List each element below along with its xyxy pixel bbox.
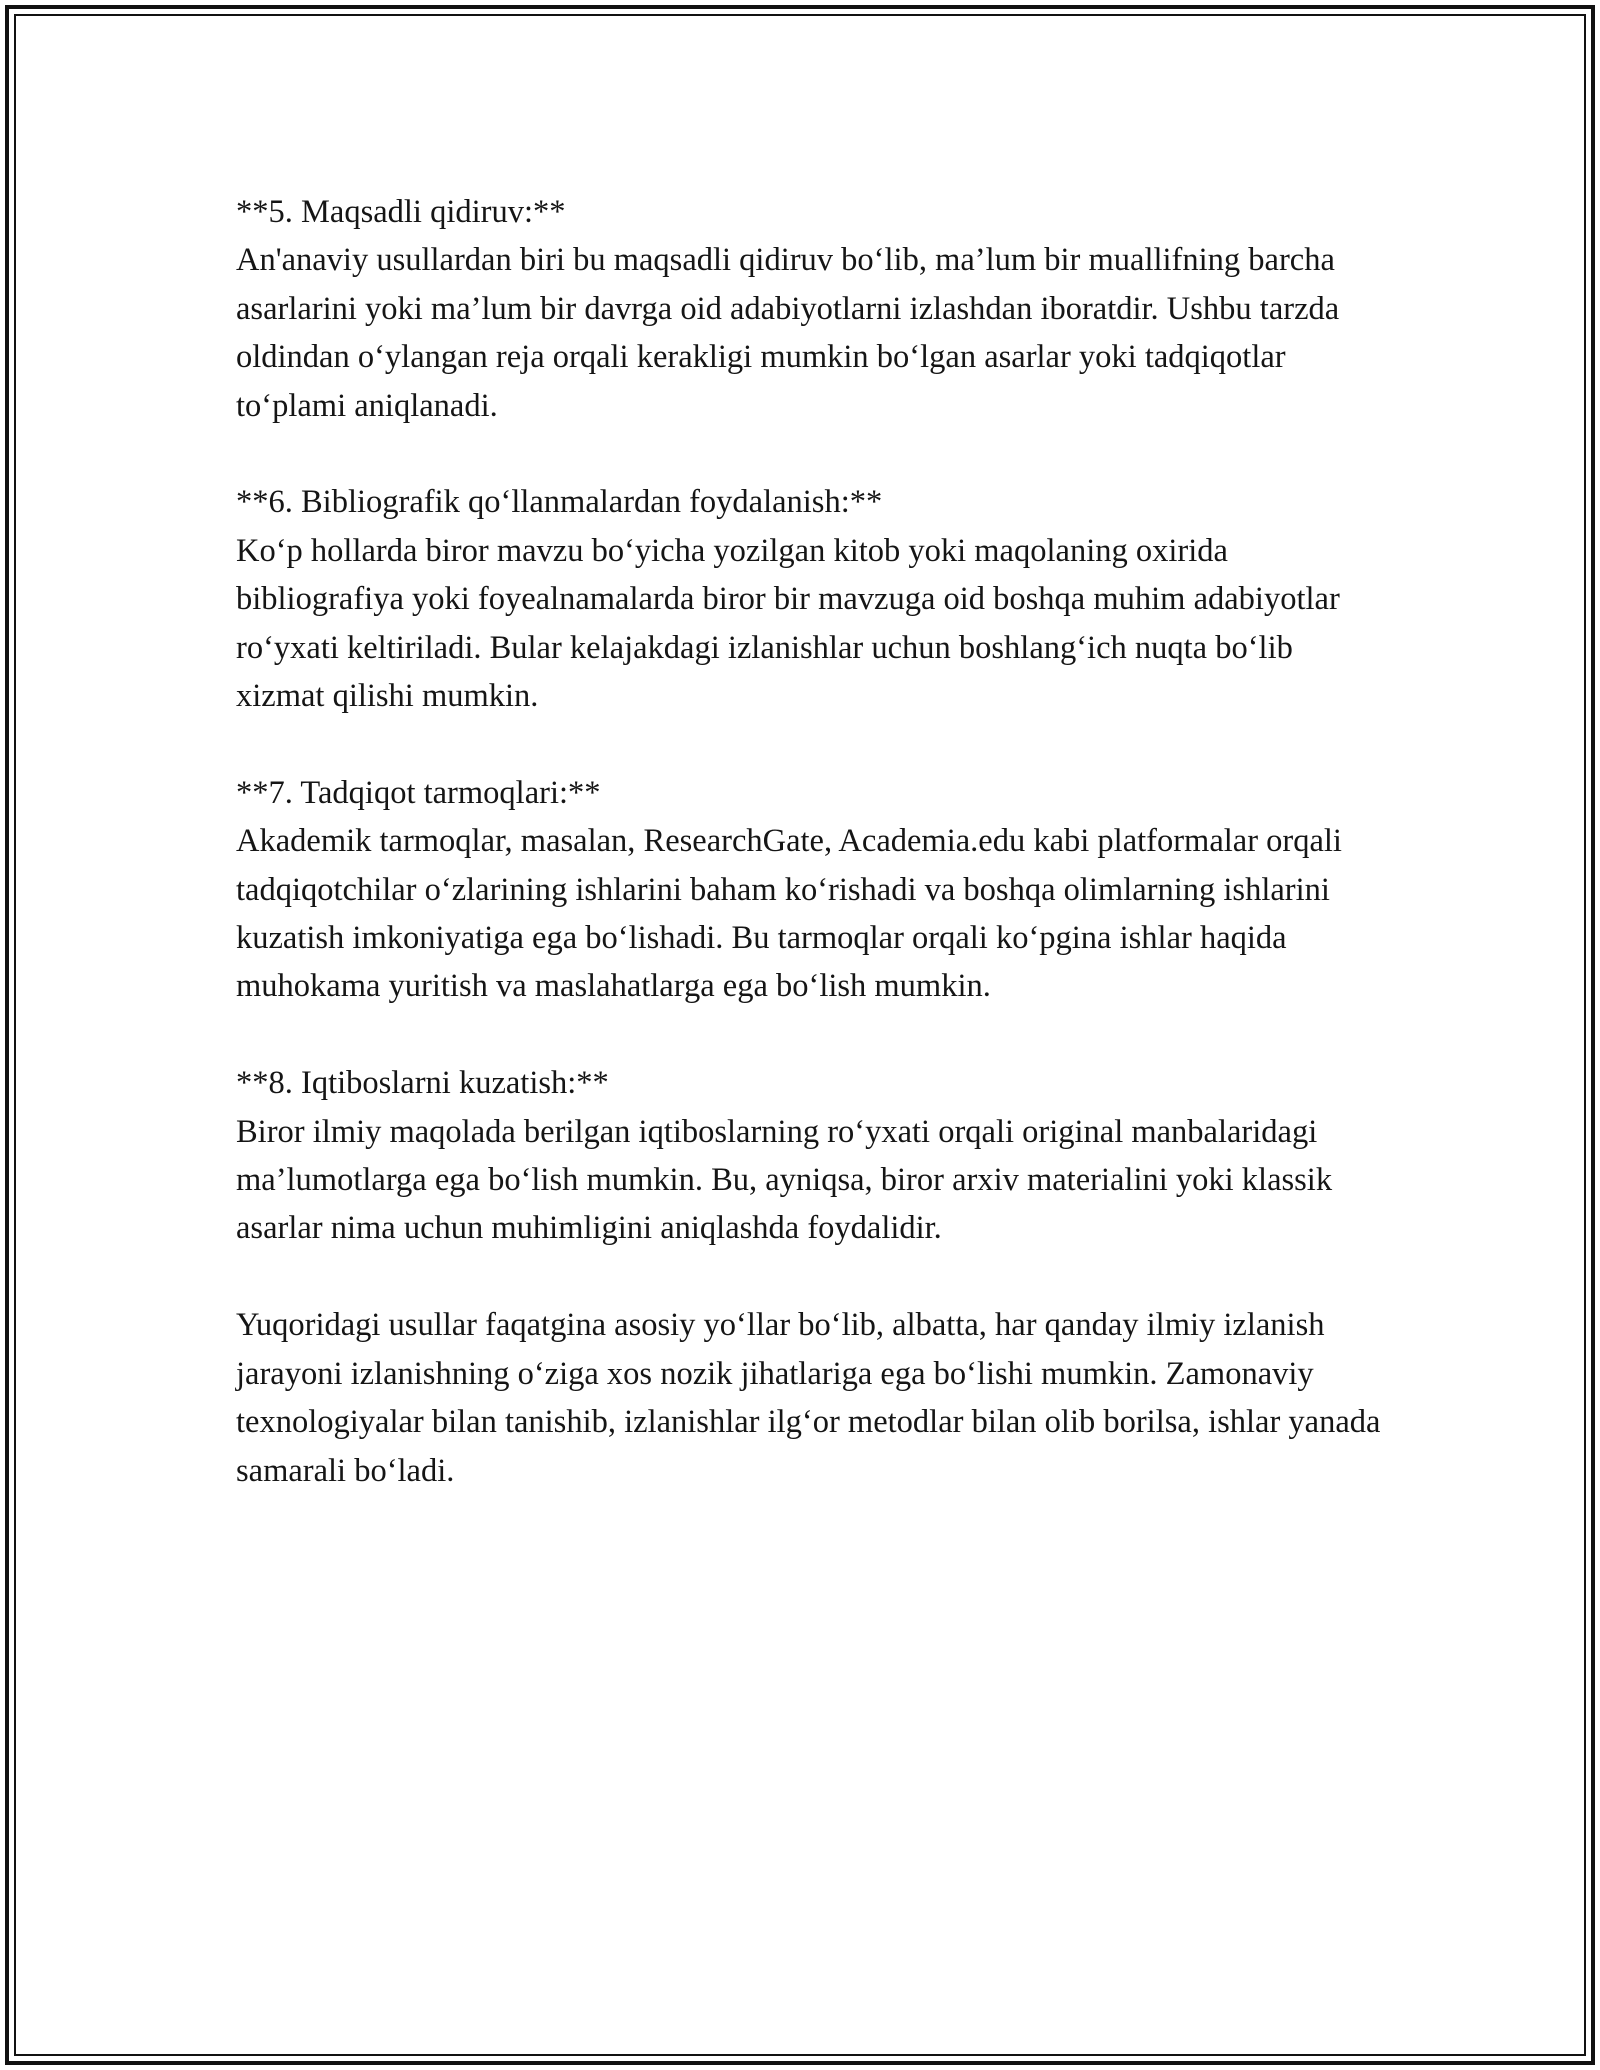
section-heading: **7. Tadqiqot tarmoqlari:** — [236, 774, 601, 811]
section-bibliografik-qollanmalar — [236, 478, 1386, 720]
section-heading: **5. Maqsadli qidiruv:** — [236, 194, 566, 230]
section-maqsadli-qidiruv — [236, 188, 1386, 430]
section-heading: **6. Bibliografik qo‘llanmalardan foydalanish:** — [236, 484, 883, 521]
section-heading: **8. Iqtiboslarni kuzatish:** — [236, 1065, 609, 1102]
document-body — [236, 188, 1386, 1495]
section-paragraph: Akademik tarmoqlar, masalan, ResearchGate, Academia.edu kabi platformalar orqali tadqiqotchilar o‘zlarining ishlarini baham ko‘rishadi va boshqa olimlarning ishlarini kuzatish imkoniyatiga ega bo‘lishadi. Bu tarmoqlar orqali ko‘pgina ishlar haqida muhokama yuritish va maslahatlarga ega bo‘lish mumkin. — [236, 823, 1342, 1005]
section-paragraph: Ko‘p hollarda biror mavzu bo‘yicha yozilgan kitob yoki maqolaning oxirida bibliografiya yoki foyealnamalarda biror bir mavzuga oid boshqa muhim adabiyotlar ro‘yxati keltiriladi. Bular kelajakdagi izlanishlar uchun boshlang‘ich nuqta bo‘lib xizmat qilishi mumkin. — [236, 532, 1340, 715]
section-paragraph: Biror ilmiy maqolada berilgan iqtiboslarning ro‘yxati orqali original manbalaridagi ma’lumotlarga ega bo‘lish mumkin. Bu, ayniqsa, biror arxiv materialini yoki klassik asarlar nima uchun muhimligini aniqlashda foydalidir. — [236, 1113, 1333, 1247]
closing-paragraph: Yuqoridagi usullar faqatgina asosiy yo‘llar bo‘lib, albatta, har qanday ilmiy izlanish jarayoni izlanishning o‘ziga xos nozik jihatlariga ega bo‘lishi mumkin. Zamonaviy texnologiyalar bilan tanishib, izlanishlar ilg‘or metodlar bilan olib borilsa, ishlar yanada samarali bo‘ladi. — [236, 1307, 1381, 1489]
section-iqtiboslarni-kuzatish — [236, 1059, 1386, 1253]
section-paragraph: An'anaviy usullardan biri bu maqsadli qidiruv bo‘lib, ma’lum bir muallifning barcha asarlarini yoki ma’lum bir davrga oid adabiyotlarni izlashdan iboratdir. Ushbu tarzda oldindan o‘ylangan reja orqali kerakligi mumkin bo‘lgan asarlar yoki tadqiqotlar to‘plami aniqlanadi. — [236, 242, 1340, 424]
section-tadqiqot-tarmoqlari — [236, 769, 1386, 1011]
